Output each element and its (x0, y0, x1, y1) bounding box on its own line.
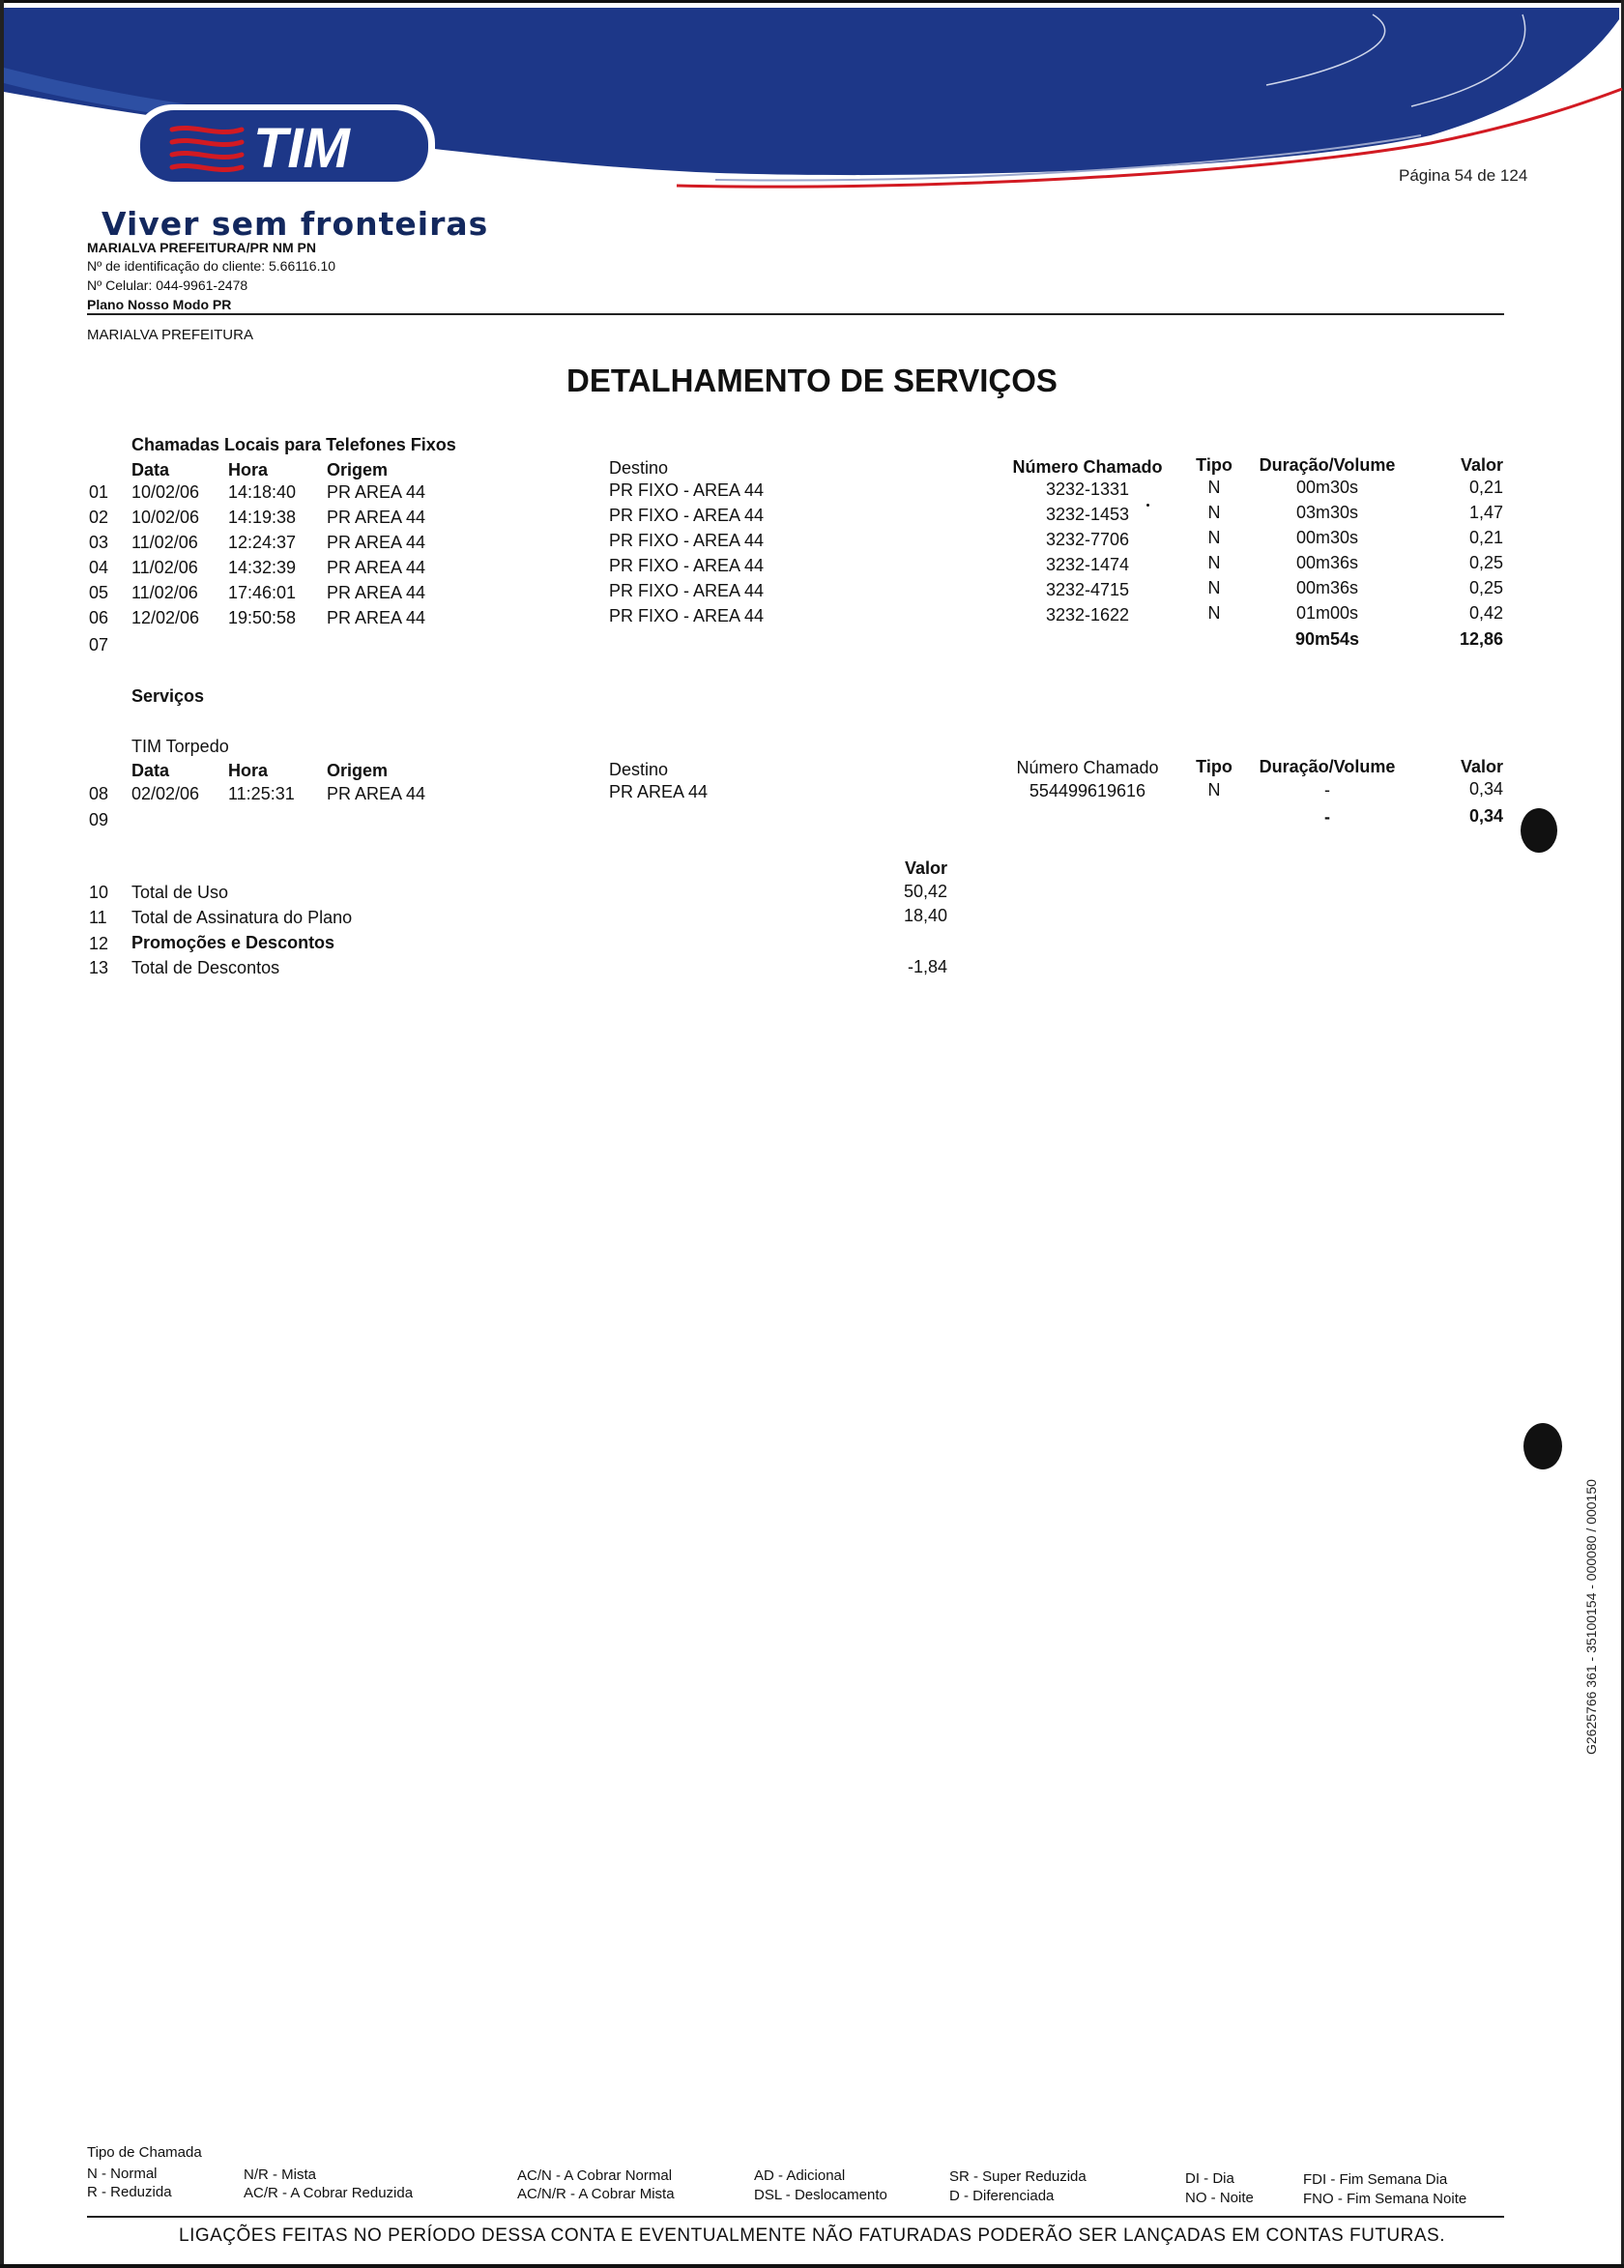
cell-duracao: 03m30s (1295, 503, 1359, 522)
cell-data: 11/02/06 (131, 583, 198, 602)
legend-item: N/R - Mista (244, 2166, 316, 2183)
cell-destino: PR FIXO - AREA 44 (609, 606, 765, 625)
cell-hora: 12:24:37 (228, 533, 297, 552)
row-line-number: 05 (89, 583, 109, 602)
cell-destino: PR FIXO - AREA 44 (609, 506, 765, 525)
col-header-tipo: Tipo (1196, 757, 1232, 776)
cell-duracao: 00m30s (1295, 478, 1359, 497)
col-header-origem: Origem (327, 761, 389, 780)
cell-numero: 3232-1474 (1045, 555, 1130, 574)
summary-value-total-uso: 50,42 (903, 882, 947, 901)
punch-hole (1521, 808, 1557, 853)
legend-title: Tipo de Chamada (87, 2144, 202, 2161)
cell-hora: 14:32:39 (228, 558, 297, 577)
row-line-number: 02 (89, 508, 109, 527)
cell-data: 02/02/06 (131, 784, 200, 803)
tim-logo-text: TIM (253, 117, 350, 180)
cell-numero: 3232-1331 (1045, 480, 1130, 499)
section-title-local-calls: Chamadas Locais para Telefones Fixos (131, 435, 456, 454)
cell-duracao: 01m00s (1295, 603, 1359, 623)
col-header-duracao: Duração/Volume (1259, 757, 1396, 776)
cell-destino: PR FIXO - AREA 44 (609, 556, 765, 575)
cell-destino: PR FIXO - AREA 44 (609, 531, 765, 550)
page-number: Página 54 de 124 (1399, 166, 1528, 185)
cell-data: 11/02/06 (131, 558, 198, 577)
cell-tipo: N (1207, 553, 1221, 572)
legend-item: R - Reduzida (87, 2184, 172, 2200)
cell-data: 10/02/06 (131, 508, 200, 527)
legend-item: AC/N/R - A Cobrar Mista (517, 2186, 675, 2202)
subsection-title-tim-torpedo: TIM Torpedo (131, 737, 229, 756)
col-header-valor: Valor (1460, 455, 1503, 475)
col-header-tipo: Tipo (1196, 455, 1232, 475)
legend-item: DI - Dia (1185, 2170, 1234, 2187)
row-line-number: 13 (89, 958, 109, 977)
cell-origem: PR AREA 44 (327, 508, 426, 527)
cell-tipo: N (1207, 503, 1221, 522)
summary-label-promocoes: Promoções e Descontos (131, 933, 335, 952)
cell-valor: 0,21 (1468, 528, 1503, 547)
row-line-number: 07 (89, 635, 109, 654)
summary-label-total-uso: Total de Uso (131, 883, 229, 902)
summary-label-descontos: Total de Descontos (131, 958, 280, 977)
cell-hora: 17:46:01 (228, 583, 297, 602)
cell-data: 12/02/06 (131, 608, 200, 627)
col-header-data: Data (131, 460, 170, 480)
legend-item: FDI - Fim Semana Dia (1303, 2171, 1448, 2188)
cell-duracao: 00m36s (1295, 578, 1359, 597)
cell-tipo: N (1207, 528, 1221, 547)
cell-numero: 3232-7706 (1045, 530, 1130, 549)
cell-hora: 14:18:40 (228, 482, 297, 502)
cell-data: 10/02/06 (131, 482, 200, 502)
cell-hora: 14:19:38 (228, 508, 297, 527)
summary-valor-header: Valor (904, 858, 947, 878)
row-line-number: 09 (89, 810, 109, 829)
legend-item: AD - Adicional (754, 2167, 846, 2184)
col-header-duracao: Duração/Volume (1259, 455, 1396, 475)
customer-name: MARIALVA PREFEITURA/PR NM PN (87, 240, 316, 255)
cell-origem: PR AREA 44 (327, 583, 426, 602)
cell-valor: 0,34 (1468, 779, 1503, 799)
legend-item: AC/R - A Cobrar Reduzida (244, 2185, 414, 2201)
cell-tipo: N (1207, 603, 1221, 623)
footer-divider (87, 2216, 1504, 2218)
cell-data: 11/02/06 (131, 533, 198, 552)
col-header-numero: Número Chamado (1012, 457, 1163, 477)
cell-destino: PR FIXO - AREA 44 (609, 480, 765, 500)
brand-slogan: Viver sem fronteiras (102, 205, 489, 243)
cell-destino: PR AREA 44 (609, 782, 709, 801)
punch-hole (1523, 1423, 1562, 1469)
cell-duracao: 00m36s (1295, 553, 1359, 572)
legend-item: NO - Noite (1185, 2190, 1254, 2206)
plan-name: Plano Nosso Modo PR (87, 297, 232, 312)
cell-numero: 554499619616 (1029, 781, 1146, 800)
total-duracao: - (1324, 807, 1330, 827)
col-header-destino: Destino (609, 458, 669, 478)
cell-valor: 0,21 (1468, 478, 1503, 497)
page-border-bottom (0, 2264, 1624, 2268)
header-banner (0, 0, 1624, 203)
cell-tipo: N (1207, 478, 1221, 497)
header-divider (87, 313, 1504, 315)
total-valor: 12,86 (1459, 629, 1503, 649)
summary-value-assinatura: 18,40 (903, 906, 947, 925)
legend-item: FNO - Fim Semana Noite (1303, 2191, 1467, 2207)
row-line-number: 12 (89, 934, 109, 953)
legend-item: DSL - Deslocamento (754, 2187, 887, 2203)
page-title: DETALHAMENTO DE SERVIÇOS (566, 363, 1058, 398)
summary-value-descontos: -1,84 (907, 957, 947, 976)
client-id: Nº de identificação do cliente: 5.66116.10 (87, 258, 336, 274)
legend-item: N - Normal (87, 2166, 158, 2182)
cell-duracao: 00m30s (1295, 528, 1359, 547)
col-header-destino: Destino (609, 760, 669, 779)
col-header-hora: Hora (228, 460, 269, 480)
legend-item: AC/N - A Cobrar Normal (517, 2167, 673, 2184)
cell-valor: 0,25 (1468, 578, 1503, 597)
legend-item: SR - Super Reduzida (949, 2168, 1087, 2185)
col-header-origem: Origem (327, 460, 389, 480)
cell-tipo: N (1207, 780, 1221, 800)
cell-origem: PR AREA 44 (327, 482, 426, 502)
company-name: MARIALVA PREFEITURA (87, 327, 253, 343)
cell-number: Nº Celular: 044-9961-2478 (87, 277, 248, 293)
cell-valor: 1,47 (1468, 503, 1503, 522)
section-title-services: Serviços (131, 686, 205, 706)
cell-valor: 0,25 (1468, 553, 1503, 572)
cell-destino: PR FIXO - AREA 44 (609, 581, 765, 600)
cell-tipo: N (1207, 578, 1221, 597)
cell-hora: 11:25:31 (228, 784, 295, 803)
row-line-number: 04 (89, 558, 109, 577)
cell-origem: PR AREA 44 (327, 784, 426, 803)
col-header-valor: Valor (1460, 757, 1503, 776)
row-line-number: 03 (89, 533, 109, 552)
cell-origem: PR AREA 44 (327, 558, 426, 577)
col-header-data: Data (131, 761, 170, 780)
cell-origem: PR AREA 44 (327, 608, 426, 627)
cell-duracao: - (1324, 780, 1330, 800)
row-line-number: 11 (89, 908, 107, 927)
col-header-numero: Número Chamado (1016, 758, 1159, 777)
scan-speck (1146, 504, 1149, 507)
cell-origem: PR AREA 44 (327, 533, 426, 552)
total-duracao: 90m54s (1294, 629, 1360, 649)
total-valor: 0,34 (1468, 806, 1503, 826)
row-line-number: 01 (89, 482, 109, 502)
row-line-number: 06 (89, 608, 109, 627)
legend-item: D - Diferenciada (949, 2188, 1055, 2204)
row-line-number: 10 (89, 883, 109, 902)
col-header-hora: Hora (228, 761, 269, 780)
tim-logo (133, 104, 435, 188)
cell-numero: 3232-1622 (1045, 605, 1130, 625)
row-line-number: 08 (89, 784, 109, 803)
cell-valor: 0,42 (1468, 603, 1503, 623)
footer-note: LIGAÇÕES FEITAS NO PERÍODO DESSA CONTA E EVENTUALMENTE NÃO FATURADAS PODERÃO SER LANÇADAS EM CONTAS FUTURAS. (179, 2225, 1445, 2246)
side-barcode-text: G2625766 361 - 35100154 - 000080 / 000150 (1583, 1479, 1599, 1755)
cell-hora: 19:50:58 (228, 608, 297, 627)
cell-numero: 3232-1453 (1045, 505, 1130, 524)
cell-numero: 3232-4715 (1045, 580, 1130, 599)
page-border-left (0, 0, 4, 2268)
summary-label-assinatura: Total de Assinatura do Plano (131, 908, 353, 927)
